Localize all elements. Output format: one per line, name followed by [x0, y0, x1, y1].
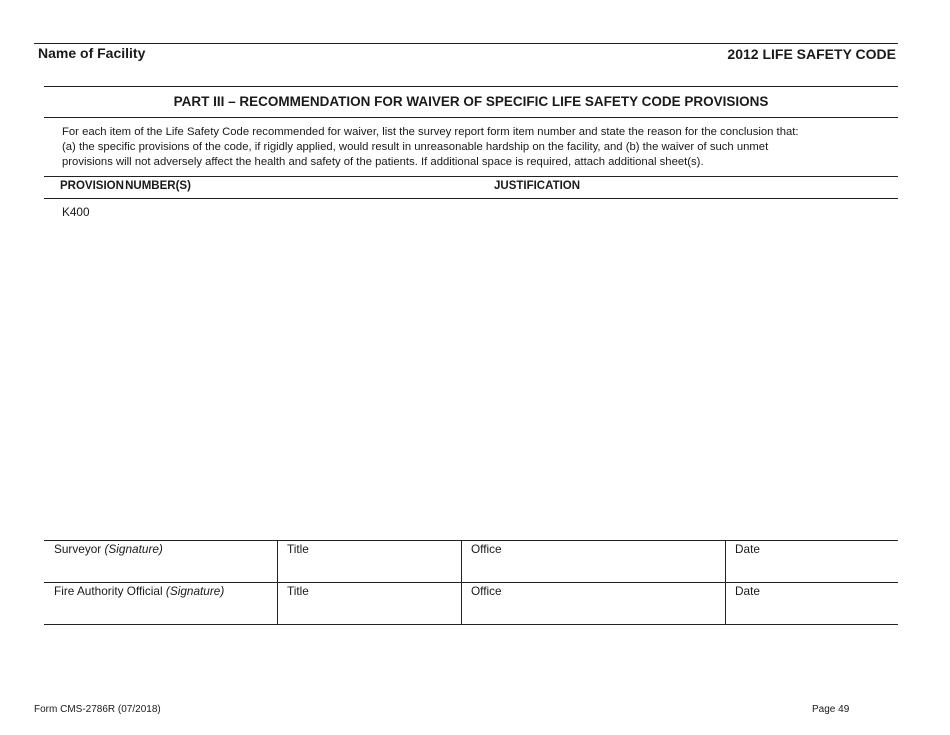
fire-official-label: Fire Authority Official [54, 584, 163, 598]
surveyor-title-field[interactable]: Title [287, 542, 309, 556]
surveyor-label: Surveyor [54, 542, 102, 556]
signature-bottom-rule [44, 624, 898, 625]
instruction-line: (a) the specific provisions of the code, if rigidly applied, would result in unreasonable hardship on the facility, and (b) the waiver of such unmet [62, 141, 769, 153]
signature-note: (Signature) [104, 542, 163, 556]
provision-column-header: PROVISION NUMBER(S) [60, 180, 191, 192]
part-bottom-rule [44, 117, 898, 118]
fire-official-title-field[interactable]: Title [287, 584, 309, 598]
justification-column-header: JUSTIFICATION [494, 180, 581, 192]
signature-divider [461, 540, 462, 625]
surveyor-office-field[interactable]: Office [471, 542, 502, 556]
instructions [62, 125, 892, 170]
columns-bottom-rule [44, 198, 898, 199]
fire-official-office-field[interactable]: Office [471, 584, 502, 598]
surveyor-signature-field[interactable] [54, 542, 163, 556]
signature-mid-rule [44, 582, 898, 583]
facility-name-label: Name of Facility [38, 45, 146, 61]
signature-note: (Signature) [165, 584, 225, 598]
page-number: Page 49 [812, 704, 850, 715]
signature-divider [277, 540, 278, 625]
header-top-rule [34, 43, 898, 44]
instruction-line: For each item of the Life Safety Code recommended for waiver, list the survey report form item number and state the reason for the conclusion that: [62, 126, 799, 138]
code-title: 2012 LIFE SAFETY CODE [727, 46, 896, 62]
fire-official-date-field[interactable]: Date [735, 584, 760, 598]
fire-official-signature-field[interactable] [54, 584, 224, 598]
instruction-line: provisions will not adversely affect the health and safety of the patients. If additional space is required, attach additional sheet(s). [62, 156, 704, 168]
signature-divider [725, 540, 726, 625]
part-title: PART III – RECOMMENDATION FOR WAIVER OF SPECIFIC LIFE SAFETY CODE PROVISIONS [173, 94, 769, 109]
signature-top-rule [44, 540, 898, 541]
provision-number[interactable]: K400 [62, 205, 90, 219]
part-top-rule [44, 86, 898, 87]
form-id: Form CMS-2786R (07/2018) [34, 704, 161, 715]
columns-top-rule [44, 176, 898, 177]
surveyor-date-field[interactable]: Date [735, 542, 760, 556]
